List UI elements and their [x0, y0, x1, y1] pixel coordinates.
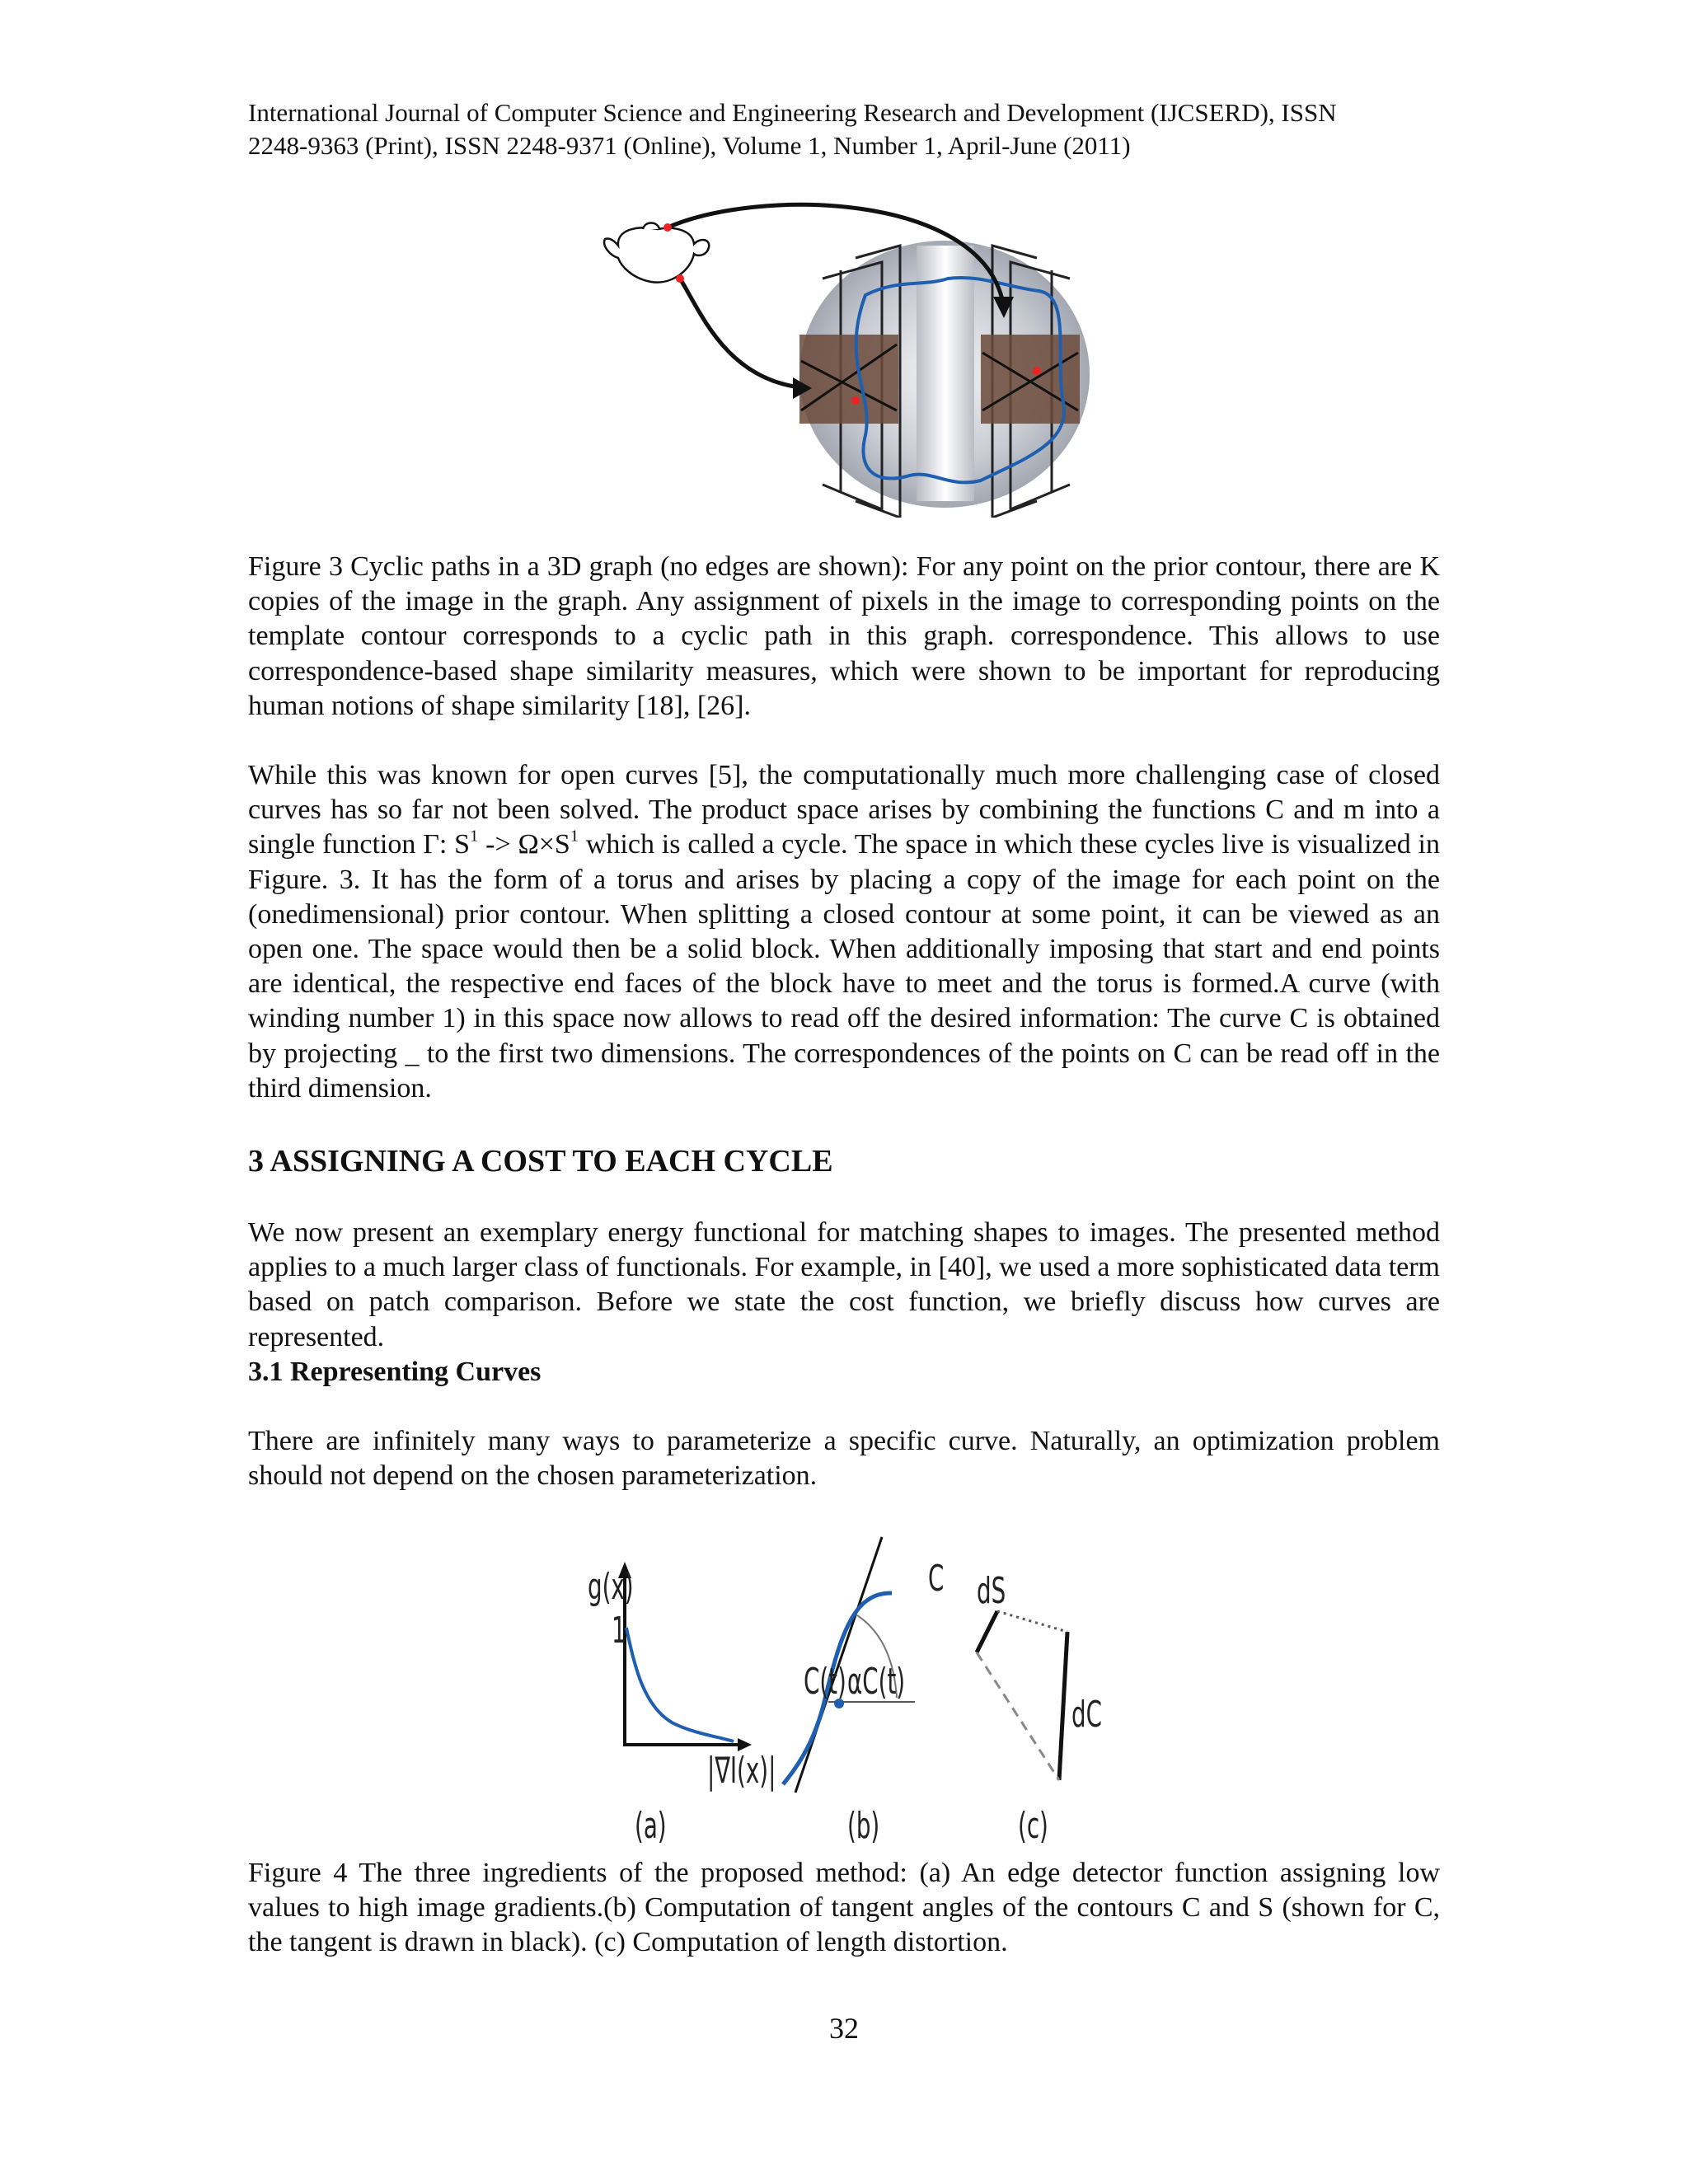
panel-a-sublabel: (a): [635, 1805, 667, 1847]
figure-3-caption-block: [248, 550, 1440, 724]
paragraph-1-part-3: which is called a cycle. The space in which these cycles live is visualized in Figure. 3. It has the form of a torus and arises by placing a copy of the image for each point on the (onedimensional) prior contour. When splitting a closed contour at some point, it can be viewed as an open one. The space would then be a solid block. When additionally imposing that start and end points are identical, the respective end faces of the block have to meet and the torus is formed.A curve (with winding number 1) in this space now allows to read off the desired information: The curve C is obtained by projecting _ to the first two dimensions. The correspondences of the points on C can be read off in the third dimension.: [248, 829, 1440, 1104]
arrow-left: [680, 279, 799, 387]
journal-header-line-2: 2248-9363 (Print), ISSN 2248-9371 (Online), Volume 1, Number 1, April-June (2011): [248, 131, 1131, 160]
teapot-point-1: [663, 223, 672, 232]
ds-segment: [977, 1611, 997, 1652]
figure-4-caption-block: [248, 1856, 1440, 1961]
body-paragraph-1: [248, 758, 1440, 1106]
subsection-3-1-paragraph: There are infinitely many ways to parameterize a specific curve. Naturally, an optimization problem should not depend on the chosen parameterization.: [248, 1426, 1440, 1492]
teapot-point-2: [676, 274, 684, 283]
section-3-heading: 3 ASSIGNING A COST TO EACH CYCLE: [248, 1144, 833, 1179]
panel-a-tick-one: 1: [612, 1610, 626, 1652]
section-3-body: [248, 1216, 1440, 1493]
paragraph-1-part-2: -> Ω×S: [478, 829, 570, 860]
panel-b-sublabel: (b): [847, 1805, 880, 1847]
torus-point-2: [1033, 367, 1041, 375]
panel-c-sublabel: (c): [1018, 1805, 1048, 1847]
figure-3-caption: Figure 3 Cyclic paths in a 3D graph (no edges are shown): For any point on the prior contour, there are K copies of the image in the graph. Any assignment of pixels in the image to corresponding points on the template contour corresponds to a cyclic path in this graph. correspondence. This allows to use correspondence-based shape similarity measures, which were shown to be important for reproducing human notions of shape similarity [18], [26].: [248, 551, 1440, 721]
panel-a-y-label: g(x): [588, 1566, 634, 1608]
page-number: 32: [829, 2012, 859, 2045]
edge-detector-curve: [626, 1628, 734, 1741]
journal-header: [248, 96, 1443, 162]
dotted-connector: [997, 1611, 1067, 1632]
panel-c-ds-label: dS: [977, 1570, 1006, 1612]
section-3-paragraph: We now present an exemplary energy functional for matching shapes to images. The presented method applies to a much larger class of functionals. For example, in [40], we used a more sophisticated data term based on patch comparison. Before we state the cost function, we briefly discuss how curves are represented.: [248, 1217, 1440, 1352]
subsection-3-1-heading: 3.1 Representing Curves: [248, 1356, 542, 1387]
teapot-icon: [604, 223, 709, 283]
paragraph-1-text: [248, 758, 1440, 1106]
superscript-1: 1: [470, 827, 479, 846]
dc-segment: [1059, 1632, 1067, 1780]
panel-b-curve-label: C: [928, 1558, 945, 1600]
image-slice-left: [799, 335, 898, 424]
panel-c-dc-label: dC: [1071, 1694, 1102, 1736]
dashed-connector: [977, 1652, 1059, 1780]
figure-4: [569, 1529, 1129, 1850]
figure-4-caption: Figure 4 The three ingredients of the proposed method: (a) An edge detector function assigning low values to high image gradients.(b) Computation of tangent angles of the contours C and S (shown for C, the tangent is drawn in black). (c) Computation of length distortion.: [248, 1858, 1440, 1958]
panel-a-x-label: |∇I(x)|: [707, 1750, 776, 1792]
panel-b-angle-label: αC(t): [847, 1661, 906, 1703]
superscript-2: 1: [570, 827, 579, 846]
panel-b-point-label: C(t): [804, 1661, 846, 1703]
figure-3-image: [593, 196, 1096, 518]
paragraph-1-part-1: While this was known for open curves [5], the computationally much more challenging case of closed curves has so far not been solved. The product space arises by combining the functions C and m into a single function Γ: S: [248, 760, 1440, 860]
journal-header-line-1: International Journal of Computer Science and Engineering Research and Development (IJCSERD), ISSN: [248, 98, 1337, 127]
torus-point-1: [851, 396, 860, 405]
